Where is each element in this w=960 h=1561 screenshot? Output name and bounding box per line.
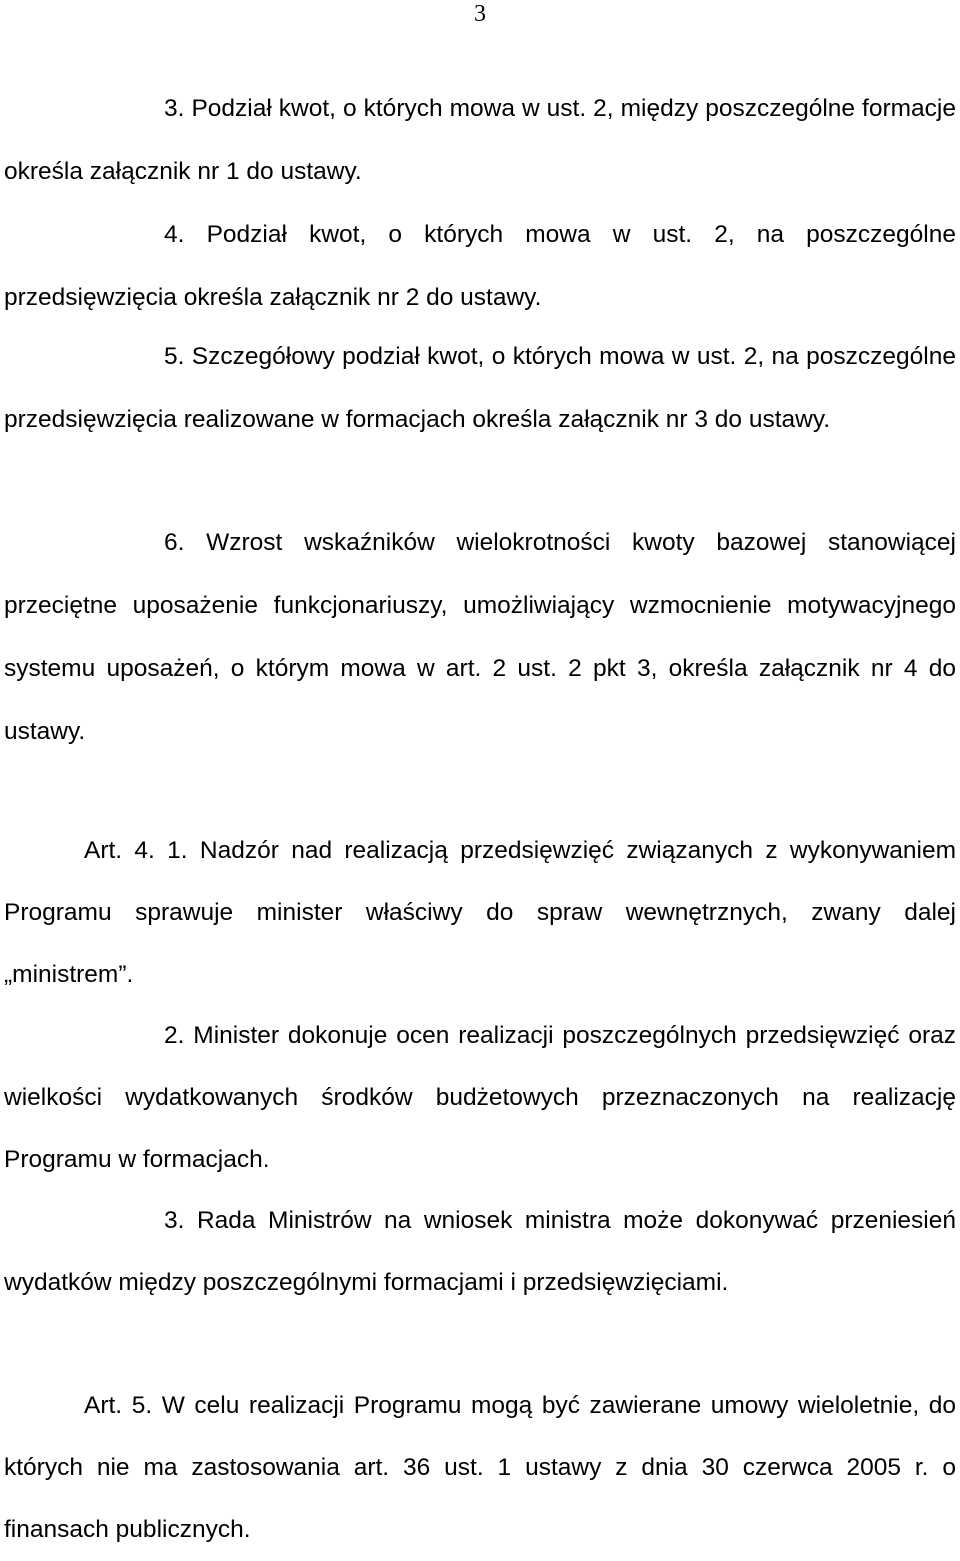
article-4-paragraph-1: Art. 4. 1. Nadzór nad realizacją przedsięwzięć związanych z wykonywaniem Programu sprawuje minister właściwy do spraw wewnętrznych, zwany dalej „ministrem”.	[4, 837, 956, 988]
article-4-paragraph-2: 2. Minister dokonuje ocen realizacji poszczególnych przedsięwzięć oraz wielkości wydatkowanych środków budżetowych przeznaczonych na realizację Programu w formacjach.	[4, 1022, 956, 1173]
paragraph-5: 5. Szczegółowy podział kwot, o których mowa w ust. 2, na poszczególne przedsięwzięcia realizowane w formacjach określa załącznik nr 3 do ustawy.	[4, 343, 956, 433]
page-number: 3	[474, 1, 486, 27]
paragraph-6: 6. Wzrost wskaźników wielokrotności kwoty bazowej stanowiącej przeciętne uposażenie funkcjonariuszy, umożliwiający wzmocnienie motywacyjnego systemu uposażeń, o którym mowa w art. 2 ust. 2 pkt 3, określa załącznik nr 4 do ustawy.	[4, 529, 956, 745]
paragraph-4: 4. Podział kwot, o których mowa w ust. 2, na poszczególne przedsięwzięcia określa załącznik nr 2 do ustawy.	[4, 221, 956, 311]
paragraph-3: 3. Podział kwot, o których mowa w ust. 2, między poszczególne formacje określa załącznik nr 1 do ustawy.	[4, 95, 956, 185]
article-5: Art. 5. W celu realizacji Programu mogą być zawierane umowy wieloletnie, do których nie ma zastosowania art. 36 ust. 1 ustawy z dnia 30 czerwca 2005 r. o finansach publicznych.	[4, 1392, 956, 1543]
article-4-paragraph-3: 3. Rada Ministrów na wniosek ministra może dokonywać przeniesień wydatków między poszczególnymi formacjami i przedsięwzięciami.	[4, 1207, 956, 1296]
